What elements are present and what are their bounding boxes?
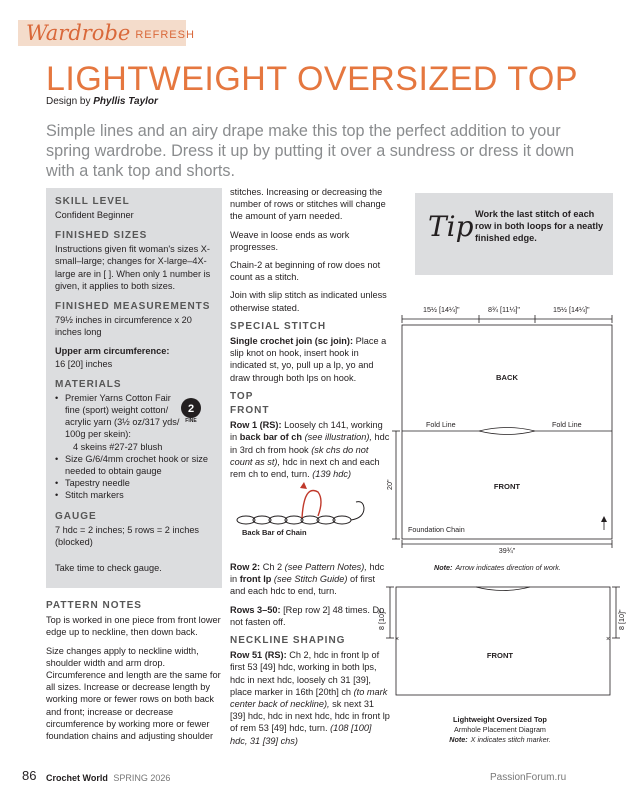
yarn-weight-icon	[178, 397, 204, 423]
row51-i2: (108 [100] hdc, 31 [39] chs)	[230, 723, 372, 746]
sc-join-label: Single crochet join (sc join):	[230, 336, 354, 347]
notes-join: Join with slip stitch as indicated unless otherwise stated.	[230, 290, 387, 313]
caption-title: Lightweight Oversized Top	[453, 715, 547, 724]
arm-left-label: 8 [10]"	[377, 609, 386, 630]
footer	[46, 773, 170, 783]
label-front-2: FRONT	[486, 651, 514, 660]
info-sidebar	[46, 188, 222, 588]
front-heading: FRONT	[230, 405, 270, 417]
dim-left: 15½ [14¼]"	[423, 305, 460, 314]
width-label: 39¾"	[498, 546, 516, 555]
label-back: BACK	[496, 373, 518, 382]
designer-name: Phyllis Taylor	[93, 96, 158, 107]
chain-caption: Back Bar of Chain	[242, 528, 307, 537]
gauge-check: Take time to check gauge.	[55, 563, 162, 574]
special-stitch-heading: SPECIAL STITCH	[230, 320, 327, 332]
tip-word: Tip	[428, 210, 474, 243]
footer-issue: SPRING 2026	[113, 773, 171, 783]
notes-weave: Weave in loose ends as work progresses.	[230, 229, 350, 252]
instructions-column	[230, 186, 390, 486]
cap-note-bold: Note:	[449, 735, 468, 744]
top-heading: TOP	[230, 390, 254, 402]
row2-i: (see Pattern Notes),	[284, 562, 367, 572]
row1-c: hdc in 3rd ch from hook	[230, 432, 390, 455]
material-item: • Stitch markers	[55, 489, 213, 501]
skill-heading: SKILL LEVEL	[55, 196, 130, 207]
notes-continued: stitches. Increasing or decreasing the number of rows or stitches will change the amount of yarn needed.	[230, 187, 386, 222]
arm-heading: Upper arm circumference:	[55, 346, 170, 357]
row2-a: Ch 2	[262, 562, 283, 572]
gauge-text: 7 hdc = 2 inches; 5 rows = 2 inches (blocked)	[55, 524, 200, 547]
rows3-label: Rows 3–50:	[230, 604, 281, 615]
stitch-marker-x-right: ×	[606, 636, 611, 643]
row2-d: of first and each hdc to end, turn.	[230, 574, 376, 597]
byline-prefix: Design by	[46, 96, 91, 107]
cap-note-text: X indicates stitch marker.	[470, 735, 551, 744]
footer-magazine: Crochet World	[46, 773, 108, 783]
rows3-a: [Rep row 2] 48 times. Do not fasten off.	[230, 604, 385, 627]
row1-d: hdc in next ch and each rem ch to end, turn.	[230, 456, 380, 480]
row1-i1: (see illustration),	[304, 432, 372, 443]
note-text: Arrow indicates direction of work.	[455, 563, 561, 572]
sizes-text: Instructions given fit woman's sizes X-small–large; changes for X-large–4X-large are in [ ]. When only 1 number is given, it applies to both sizes.	[55, 244, 211, 291]
row51-label: Row 51 (RS):	[230, 650, 287, 661]
row2-fl: front lp	[239, 574, 272, 585]
row1-i2: (sk chs do not count as st),	[230, 444, 369, 467]
skill-text: Confident Beginner	[55, 210, 134, 220]
row51-text	[230, 649, 390, 747]
dim-right: 15½ [14¼]"	[553, 305, 590, 314]
intro-text: Simple lines and an airy drape make this top the perfect addition to your spring wardrobe. Dress it up by putting it over a sundress or dress it down with a tank top and shorts.	[46, 122, 575, 180]
banner-refresh: REFRESH	[135, 28, 195, 41]
notes-chain: Chain-2 at beginning of row does not count as a stitch.	[230, 260, 381, 283]
sc-join-text: Place a slip knot on hook, insert hook in indicated st, yo, pull up a lp, yo and draw through both lps on hook.	[230, 336, 387, 383]
neckline-heading: NECKLINE SHAPING	[230, 635, 346, 647]
notes-heading: PATTERN NOTES	[46, 600, 142, 611]
row1-a: Loosely ch 141, working in	[230, 420, 383, 443]
note-bold: Note:	[434, 563, 453, 572]
row1-label: Row 1 (RS):	[230, 420, 282, 431]
pattern-notes	[46, 600, 222, 748]
row51-a: Ch 2, hdc in front lp of first 53 [49] hdc, working in both lps, hdc in next hdc, loosely ch 31 [39], place marker in 16th [20th] ch	[230, 650, 380, 697]
measurements-text: 79½ inches in circumference x 20 inches long	[55, 315, 192, 338]
row1-text	[230, 419, 390, 480]
arm-right-label: 8 [10]"	[617, 609, 626, 630]
back-bar-chain-illustration	[232, 478, 382, 536]
material-item: • Size G/6/4mm crochet hook or size needed to obtain gauge	[55, 453, 213, 477]
instructions-column-2	[230, 561, 390, 753]
armhole-placement-diagram	[378, 582, 630, 752]
note-label	[434, 563, 561, 572]
badge-label: FINE	[185, 418, 197, 424]
label-front: FRONT	[493, 482, 521, 491]
foundation-label: Foundation Chain	[408, 525, 465, 534]
page-number: 86	[22, 768, 37, 783]
height-label: 20"	[385, 479, 394, 490]
notes-p1: Top is worked in one piece from front lower edge up to neckline, then down back.	[46, 615, 221, 638]
row2-label: Row 2:	[230, 562, 261, 572]
byline	[46, 96, 158, 107]
row2-c: hdc in	[230, 562, 385, 585]
row1-i3: (139 hdc)	[312, 469, 352, 480]
section-banner	[18, 20, 195, 46]
material-item: • Tapestry needle	[55, 477, 213, 489]
row51-i: (to mark center back of neckline),	[230, 686, 388, 710]
watermark: PassionForum.ru	[490, 772, 567, 783]
gauge-heading: GAUGE	[55, 510, 97, 522]
banner-script: Wardrobe	[26, 21, 131, 45]
materials-heading: MATERIALS	[55, 378, 122, 390]
arm-text: 16 [20] inches	[55, 358, 113, 369]
badge-number: 2	[187, 403, 195, 415]
material-yarn-qty: 4 skeins #27-27 blush	[73, 441, 163, 452]
measurements-heading: FINISHED MEASUREMENTS	[55, 301, 211, 313]
tip-text: Work the last stitch of each row in both loops for a neatly finished edge.	[475, 209, 604, 244]
row1-backbar: back bar of ch	[239, 432, 303, 443]
fold-left: Fold Line	[426, 420, 456, 429]
dim-mid: 8¾ [11¼]"	[488, 305, 520, 314]
rows3-text	[230, 604, 390, 628]
row2-i2: (see Stitch Guide)	[273, 574, 348, 585]
notes-p2: Size changes apply to neckline width, shoulder width and arm drop. Circumference and length are the same for all sizes. Increase or decrease length by working more or fewer rows on both back and front; increase or decrease circumference by working more or fewer foundation chains and adjusting shoulder	[46, 645, 221, 742]
fold-right: Fold Line	[552, 420, 582, 429]
row51-c: sk next 31 [39] hdc, hdc in next hdc, hdc in front lp of rem 53 [49] hdc, turn.	[230, 699, 390, 734]
caption-note	[449, 735, 550, 744]
row2-text	[230, 561, 390, 598]
sizes-heading: FINISHED SIZES	[55, 230, 148, 242]
material-yarn: Premier Yarns Cotton Fair fine (sport) weight cotton/ acrylic yarn (3½ oz/317 yds/ 100g per skein):	[65, 392, 180, 440]
page-title: LIGHTWEIGHT OVERSIZED TOP	[46, 60, 579, 98]
caption-sub: Armhole Placement Diagram	[454, 725, 546, 734]
top-schematic-diagram	[380, 300, 630, 580]
stitch-marker-x-left: ×	[395, 636, 400, 643]
